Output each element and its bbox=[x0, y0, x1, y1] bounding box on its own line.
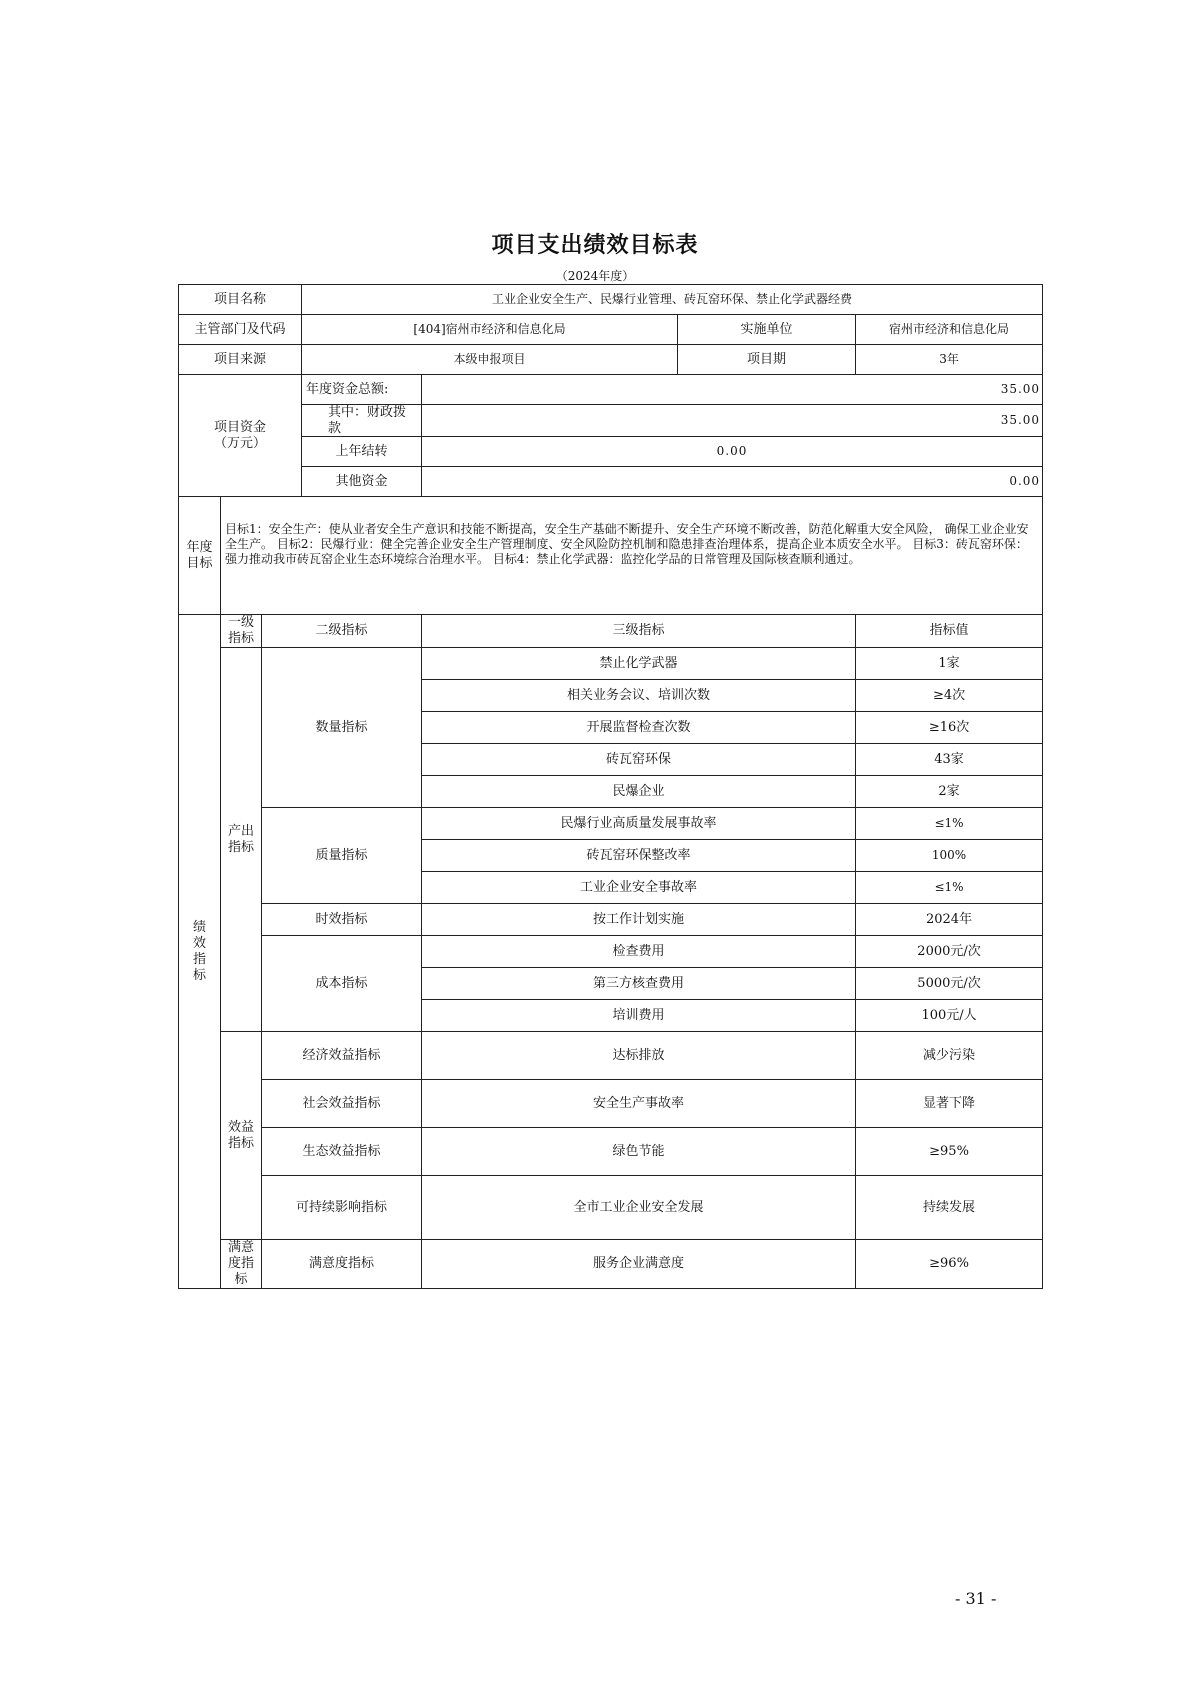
quality-0-value: ≤1% bbox=[856, 808, 1043, 840]
project-name-value: 工业企业安全生产、民爆行业管理、砖瓦窑环保、禁止化学武器经费 bbox=[302, 285, 1043, 315]
funds-other-value: 0.00 bbox=[422, 467, 1043, 497]
cost-1-value: 5000元/次 bbox=[856, 968, 1043, 1000]
benefit-0-name: 达标排放 bbox=[422, 1032, 856, 1080]
cost-0-value: 2000元/次 bbox=[856, 936, 1043, 968]
page-title: 项目支出绩效目标表 bbox=[491, 232, 699, 258]
quantity-label: 数量指标 bbox=[262, 648, 422, 808]
benefit-2-name: 绿色节能 bbox=[422, 1128, 856, 1176]
satisfaction-0-value: ≥96% bbox=[856, 1240, 1043, 1289]
header-level1 bbox=[221, 615, 262, 648]
quantity-4-value: 2家 bbox=[856, 776, 1043, 808]
table-row bbox=[179, 936, 1043, 968]
row-project-name bbox=[179, 285, 1043, 315]
table-row bbox=[179, 904, 1043, 936]
funds-carry-label: 上年结转 bbox=[302, 437, 422, 467]
benefit-3-level2: 可持续影响指标 bbox=[262, 1176, 422, 1240]
benefit-1-value: 显著下降 bbox=[856, 1080, 1043, 1128]
satisfaction-label bbox=[221, 1240, 262, 1289]
table-row bbox=[179, 1128, 1043, 1176]
funds-label bbox=[179, 375, 302, 497]
table-row bbox=[179, 648, 1043, 680]
goal-text: 目标1：安全生产：使从业者安全生产意识和技能不断提高，安全生产基础不断提升、安全生产环境不断改善，防范化解重大安全风险， 确保工业企业安全生产。 目标2：民爆行业：健全完善企业安全生产管理制度、安全风险防控机制和隐患排查治理体系，提高企业本质安全水平。 目标3：砖瓦窑环保：强力推动我市砖瓦窑企业生态环境综合治理水平。 目标4：禁止化学武器：监控化学品的日常管理及国际核查顺利通过。 bbox=[221, 497, 1043, 615]
benefit-3-name: 全市工业企业安全发展 bbox=[422, 1176, 856, 1240]
row-funds-other bbox=[179, 467, 1043, 497]
quantity-1-name: 相关业务会议、培训次数 bbox=[422, 680, 856, 712]
benefit-label bbox=[221, 1032, 262, 1240]
header-level1-text: 一级指标 bbox=[227, 615, 254, 647]
header-value: 指标值 bbox=[856, 615, 1043, 648]
timeliness-0-name: 按工作计划实施 bbox=[422, 904, 856, 936]
dept-label: 主管部门及代码 bbox=[179, 315, 302, 345]
row-funds-carry bbox=[179, 437, 1043, 467]
cost-1-name: 第三方核查费用 bbox=[422, 968, 856, 1000]
page-subtitle: （2024年度） bbox=[555, 269, 635, 283]
quantity-4-name: 民爆企业 bbox=[422, 776, 856, 808]
table-row bbox=[179, 1032, 1043, 1080]
timeliness-0-value: 2024年 bbox=[856, 904, 1043, 936]
funds-fiscal-label: 其中：财政拨款 bbox=[302, 405, 422, 437]
satisfaction-label-text: 满意度指标 bbox=[227, 1240, 254, 1288]
indicators-label-text: 绩效指标 bbox=[192, 919, 206, 983]
quality-2-value: ≤1% bbox=[856, 872, 1043, 904]
quantity-1-value: ≥4次 bbox=[856, 680, 1043, 712]
benefit-0-level2: 经济效益指标 bbox=[262, 1032, 422, 1080]
performance-target-table bbox=[178, 284, 1043, 1289]
cost-2-name: 培训费用 bbox=[422, 1000, 856, 1032]
quantity-0-name: 禁止化学武器 bbox=[422, 648, 856, 680]
row-department bbox=[179, 315, 1043, 345]
output-label-text: 产出指标 bbox=[227, 823, 254, 855]
goal-label bbox=[179, 497, 221, 615]
table-row bbox=[179, 1240, 1043, 1289]
funds-other-label: 其他资金 bbox=[302, 467, 422, 497]
period-value: 3年 bbox=[856, 345, 1043, 375]
quantity-2-name: 开展监督检查次数 bbox=[422, 712, 856, 744]
satisfaction-0-level2: 满意度指标 bbox=[262, 1240, 422, 1289]
funds-total-label: 年度资金总额: bbox=[302, 375, 422, 405]
indicators-label bbox=[179, 615, 221, 1289]
cost-label: 成本指标 bbox=[262, 936, 422, 1032]
page-number: - 31 - bbox=[955, 1589, 997, 1608]
funds-fiscal-value: 35.00 bbox=[422, 405, 1043, 437]
benefit-1-level2: 社会效益指标 bbox=[262, 1080, 422, 1128]
satisfaction-0-name: 服务企业满意度 bbox=[422, 1240, 856, 1289]
goal-label-text: 年度目标 bbox=[186, 539, 213, 571]
header-level3: 三级指标 bbox=[422, 615, 856, 648]
benefit-2-level2: 生态效益指标 bbox=[262, 1128, 422, 1176]
benefit-0-value: 减少污染 bbox=[856, 1032, 1043, 1080]
quantity-3-value: 43家 bbox=[856, 744, 1043, 776]
timeliness-label: 时效指标 bbox=[262, 904, 422, 936]
row-source bbox=[179, 345, 1043, 375]
impl-label: 实施单位 bbox=[678, 315, 856, 345]
quantity-2-value: ≥16次 bbox=[856, 712, 1043, 744]
quality-2-name: 工业企业安全事故率 bbox=[422, 872, 856, 904]
table-row bbox=[179, 1080, 1043, 1128]
funds-label-text: 项目资金（万元） bbox=[214, 419, 267, 451]
header-level2: 二级指标 bbox=[262, 615, 422, 648]
quantity-3-name: 砖瓦窑环保 bbox=[422, 744, 856, 776]
impl-value: 宿州市经济和信息化局 bbox=[856, 315, 1043, 345]
funds-total-value: 35.00 bbox=[422, 375, 1043, 405]
cost-0-name: 检查费用 bbox=[422, 936, 856, 968]
dept-value: [404]宿州市经济和信息化局 bbox=[302, 315, 678, 345]
quantity-0-value: 1家 bbox=[856, 648, 1043, 680]
benefit-label-text: 效益指标 bbox=[227, 1119, 254, 1151]
quality-0-name: 民爆行业高质量发展事故率 bbox=[422, 808, 856, 840]
row-indicator-header bbox=[179, 615, 1043, 648]
funds-carry-value: 0.00 bbox=[422, 437, 1043, 467]
quality-1-name: 砖瓦窑环保整改率 bbox=[422, 840, 856, 872]
row-funds-total bbox=[179, 375, 1043, 405]
period-label: 项目期 bbox=[678, 345, 856, 375]
row-annual-goal bbox=[179, 497, 1043, 615]
quality-label: 质量指标 bbox=[262, 808, 422, 904]
source-value: 本级申报项目 bbox=[302, 345, 678, 375]
project-name-label: 项目名称 bbox=[179, 285, 302, 315]
cost-2-value: 100元/人 bbox=[856, 1000, 1043, 1032]
output-label bbox=[221, 648, 262, 1032]
row-funds-fiscal bbox=[179, 405, 1043, 437]
benefit-3-value: 持续发展 bbox=[856, 1176, 1043, 1240]
source-label: 项目来源 bbox=[179, 345, 302, 375]
benefit-2-value: ≥95% bbox=[856, 1128, 1043, 1176]
table-row bbox=[179, 808, 1043, 840]
table-row bbox=[179, 1176, 1043, 1240]
quality-1-value: 100% bbox=[856, 840, 1043, 872]
benefit-1-name: 安全生产事故率 bbox=[422, 1080, 856, 1128]
